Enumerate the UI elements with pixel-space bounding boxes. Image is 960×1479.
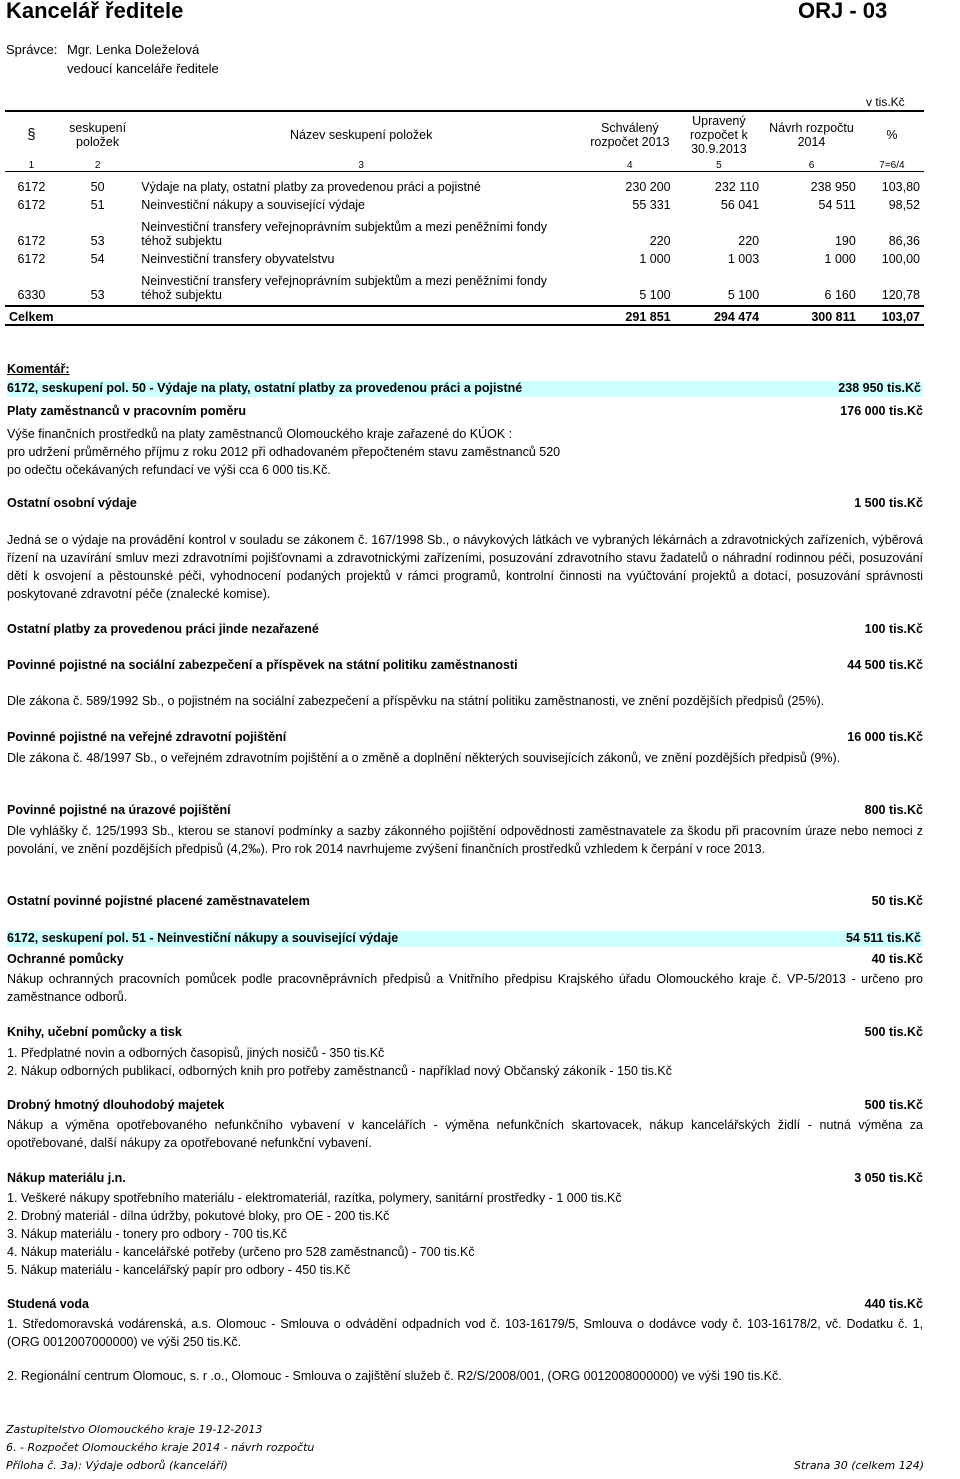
total-row (5, 306, 924, 325)
cell-grp: 54 (90, 251, 105, 266)
cell-adjusted: 220 (738, 233, 760, 248)
col-number: 3 (137, 157, 585, 172)
col-number: 5 (675, 157, 764, 172)
col-header-group: seskupení položek (58, 111, 137, 157)
item-title: Povinné pojistné na sociální zabezpečení a příspěvek na státní politiku zaměstnanosti (7, 658, 518, 672)
col-number: 4 (585, 157, 675, 172)
text-line: 1. Veškeré nákupy spotřebního materiálu - elektromateriál, razítka, polymery, sanitární prostředky - 1 000 tis.Kč (7, 1191, 622, 1205)
item-title: Ostatní platby za provedenou práci jinde nezařazené (7, 622, 319, 636)
cell-pct: 120,78 (881, 287, 920, 302)
table-header-row (5, 111, 924, 157)
section-amount: 238 950 tis.Kč (838, 381, 921, 395)
item-text (7, 425, 560, 479)
cell-grp: 51 (90, 197, 105, 212)
cell-approved: 5 100 (639, 287, 671, 302)
item-title: Platy zaměstnanců v pracovním poměru (7, 404, 246, 418)
cell-name: Neinvestiční transfery veřejnoprávním subjektům a mezi peněžními fondy téhož subjektu (141, 219, 548, 248)
total-proposal: 300 811 (763, 306, 860, 325)
admin-role: vedoucí kanceláře ředitele (67, 61, 219, 76)
item-amount: 1 500 tis.Kč (854, 496, 923, 510)
unit-label: v tis.Kč (866, 95, 905, 109)
item-amount: 176 000 tis.Kč (840, 404, 923, 418)
item-text: Dle zákona č. 48/1997 Sb., o veřejném zdravotním pojištění a o změně a doplnění některých souvisejících zákonů, ve znění pozdějších předpisů (9%). (7, 751, 841, 765)
text-line: 2. Drobný materiál - dílna údržby, pokutové bloky, pro OE - 200 tis.Kč (7, 1209, 390, 1223)
col-number: 2 (58, 157, 137, 172)
cell-adjusted: 232 110 (714, 179, 760, 194)
org-code: ORJ - 03 (798, 0, 888, 23)
col-header-name: Název seskupení položek (137, 111, 585, 157)
table-row (5, 248, 924, 266)
item-title: Ochranné pomůcky (7, 952, 124, 966)
cell-par: 6172 (17, 251, 46, 266)
item-text (7, 1189, 622, 1279)
table-row (5, 194, 924, 212)
text-line: Výše finančních prostředků na platy zaměstnanců Olomouckého kraje zařazené do KÚOK : (7, 427, 513, 441)
total-adjusted: 294 474 (675, 306, 764, 325)
item-text: Jedná se o výdaje na provádění kontrol v souladu se zákonem č. 167/1998 Sb., o návykových látkách ve vybraných lékárnách a zdravotnických zařízeních, výběrová řízení na uzavírání smluv mezi zdravotními pojišťovnami a zdravotnickými zařízeními, posuzování zdravotního stavu žadatelů o náhradní rodinnou péči, posuzování dětí k osvojení a pěstounské péči, vyhodnocení podaných projektů v rámci programů, kontrolní činnosti na vyúčtování projektů a dotací, posuzování správnosti poskytované zdravotní péče (znalecké komise). (7, 533, 923, 601)
section-amount: 54 511 tis.Kč (845, 931, 921, 945)
text-line: po odečtu očekávaných refundací ve výši cca 6 000 tis.Kč. (7, 463, 331, 477)
cell-proposal: 6 160 (824, 287, 856, 302)
total-approved: 291 851 (585, 306, 675, 325)
col-number: 1 (5, 157, 58, 172)
cell-par: 6330 (17, 287, 46, 302)
text-line: 2. Nákup odborných publikací, odborných knih pro potřeby zaměstnanců - například nový Občanský zákoník - 150 tis.Kč (7, 1064, 672, 1078)
section-header (7, 381, 923, 397)
cell-proposal: 54 511 (818, 197, 856, 212)
item-text: 2. Regionální centrum Olomouc, s. r .o., Olomouc - Smlouva o zajištění služeb č. R2/S/2008/001, (ORG 0012008000000) ve výši 190 tis.Kč. (7, 1369, 782, 1383)
cell-proposal: 1 000 (824, 251, 856, 266)
table-row (5, 266, 924, 302)
item-amount: 500 tis.Kč (864, 1025, 923, 1039)
text-line: 1. Předplatné novin a odborných časopisů, jiných nosičů - 350 tis.Kč (7, 1046, 385, 1060)
item-amount: 40 tis.Kč (871, 952, 923, 966)
cell-par: 6172 (17, 233, 46, 248)
table-row (5, 176, 924, 194)
cell-approved: 1 000 (639, 251, 671, 266)
item-amount: 440 tis.Kč (864, 1297, 923, 1311)
cell-adjusted: 56 041 (720, 197, 760, 212)
text-line: 4. Nákup materiálu - kancelářské potřeby (určeno pro 528 zaměstnanců) - 700 tis.Kč (7, 1245, 475, 1259)
cell-name: Neinvestiční transfery veřejnoprávním subjektům a mezi peněžními fondy téhož subjektu (141, 273, 548, 302)
item-amount: 16 000 tis.Kč (847, 730, 923, 744)
col-number: 7=6/4 (860, 157, 924, 172)
total-pct: 103,07 (860, 306, 924, 325)
item-title: Povinné pojistné na veřejné zdravotní pojištění (7, 730, 287, 744)
page-number: Strana 30 (celkem 124) (794, 1459, 925, 1472)
item-amount: 44 500 tis.Kč (847, 658, 923, 672)
item-title: Nákup materiálu j.n. (7, 1171, 126, 1185)
section-title: 6172, seskupení pol. 50 - Výdaje na platy, ostatní platby za provedenou práci a pojistné (7, 381, 523, 395)
text-line: pro udržení průměrného příjmu z roku 2012 při odhadovaném přepočteném stavu zaměstnanců 520 (7, 445, 561, 459)
footer-line: 6. - Rozpočet Olomouckého kraje 2014 - návrh rozpočtu (6, 1441, 315, 1454)
cell-adjusted: 1 003 (727, 251, 760, 266)
cell-pct: 86,36 (888, 233, 920, 248)
text-line: 3. Nákup materiálu - tonery pro odbory - 700 tis.Kč (7, 1227, 287, 1241)
cell-proposal: 238 950 (810, 179, 856, 194)
col-header-approved: Schválený rozpočet 2013 (585, 111, 675, 157)
col-header-section: § (5, 111, 58, 157)
cell-grp: 50 (90, 179, 105, 194)
item-text: Nákup a výměna opotřebovaného nefunkčního vybavení v kancelářích - výměna nefunkčních skartovacek, nákup kancelářských židlí - nutná výměna za opotřebované, další nákupy za opotřebované nefunkční vybavení. (7, 1118, 923, 1150)
cell-proposal: 190 (834, 233, 856, 248)
item-text: Dle vyhlášky č. 125/1993 Sb., kterou se stanoví podmínky a sazby zákonného pojištění odpovědnosti zaměstnavatele za škodu při pracovním úraze nebo nemoci z povolání, ve znění pozdějších předpisů (4,2‰). Pro rok 2014 navrhujeme zvýšení finančních prostředků vzhledem k čerpání v roce 2013. (7, 824, 923, 856)
item-text: Dle zákona č. 589/1992 Sb., o pojistném na sociální zabezpečení a příspěvku na státní politiku zaměstnanosti, ve znění pozdějších předpisů (25%). (7, 694, 825, 708)
text-line: 5. Nákup materiálu - kancelářský papír pro odbory - 450 tis.Kč (7, 1263, 351, 1277)
item-title: Studená voda (7, 1297, 89, 1311)
section-header (7, 931, 923, 947)
col-header-pct: % (860, 111, 924, 157)
cell-approved: 220 (649, 233, 671, 248)
budget-table (5, 110, 924, 326)
item-title: Povinné pojistné na úrazové pojištění (7, 803, 231, 817)
item-text: Nákup ochranných pracovních pomůcek podle pracovněprávních předpisů a Vnitřního předpisu Krajského úřadu Olomouckého kraje č. VP-5/2013 - určeno pro zaměstnance odborů. (7, 972, 923, 1004)
item-text (7, 1044, 672, 1080)
cell-grp: 53 (90, 233, 105, 248)
admin-name: Mgr. Lenka Doleželová (67, 42, 200, 57)
table-row (5, 212, 924, 248)
cell-par: 6172 (17, 179, 46, 194)
col-header-adjusted: Upravený rozpočet k 30.9.2013 (675, 111, 764, 157)
cell-grp: 53 (90, 287, 105, 302)
col-number: 6 (763, 157, 860, 172)
item-amount: 50 tis.Kč (871, 894, 923, 908)
comment-heading: Komentář: (7, 362, 70, 376)
item-title: Drobný hmotný dlouhodobý majetek (7, 1098, 225, 1112)
item-text: 1. Středomoravská vodárenská, a.s. Olomouc - Smlouva o odvádění odpadních vod č. 103-16179/5, Smlouva o dodávce vody č. 103-16178/2, vč. Dodatku č. 1, (ORG 0012007000000) ve výši 250 tis.Kč. (7, 1317, 923, 1349)
cell-name: Výdaje na platy, ostatní platby za provedenou práci a pojistné (141, 179, 481, 194)
item-title: Knihy, učební pomůcky a tisk (7, 1025, 182, 1039)
item-amount: 500 tis.Kč (864, 1098, 923, 1112)
admin-label: Správce: (6, 42, 58, 57)
col-header-proposal: Návrh rozpočtu 2014 (763, 111, 860, 157)
footer-line: Příloha č. 3a): Výdaje odborů (kanceláří) (6, 1459, 228, 1472)
item-title: Ostatní povinné pojistné placené zaměstnavatelem (7, 894, 310, 908)
cell-approved: 230 200 (625, 179, 671, 194)
item-title: Ostatní osobní výdaje (7, 496, 137, 510)
item-amount: 100 tis.Kč (864, 622, 923, 636)
cell-adjusted: 5 100 (727, 287, 760, 302)
cell-pct: 100,00 (881, 251, 920, 266)
item-amount: 800 tis.Kč (864, 803, 923, 817)
page-title: Kancelář ředitele (6, 0, 184, 23)
cell-pct: 103,80 (881, 179, 920, 194)
cell-name: Neinvestiční transfery obyvatelstvu (141, 251, 335, 266)
item-amount: 3 050 tis.Kč (854, 1171, 923, 1185)
section-title: 6172, seskupení pol. 51 - Neinvestiční nákupy a související výdaje (7, 931, 399, 945)
cell-name: Neinvestiční nákupy a související výdaje (141, 197, 366, 212)
column-number-row (5, 157, 924, 172)
cell-pct: 98,52 (888, 197, 920, 212)
cell-par: 6172 (17, 197, 46, 212)
cell-approved: 55 331 (632, 197, 671, 212)
total-label: Celkem (5, 306, 585, 325)
footer-line: Zastupitelstvo Olomouckého kraje 19-12-2013 (6, 1423, 263, 1436)
